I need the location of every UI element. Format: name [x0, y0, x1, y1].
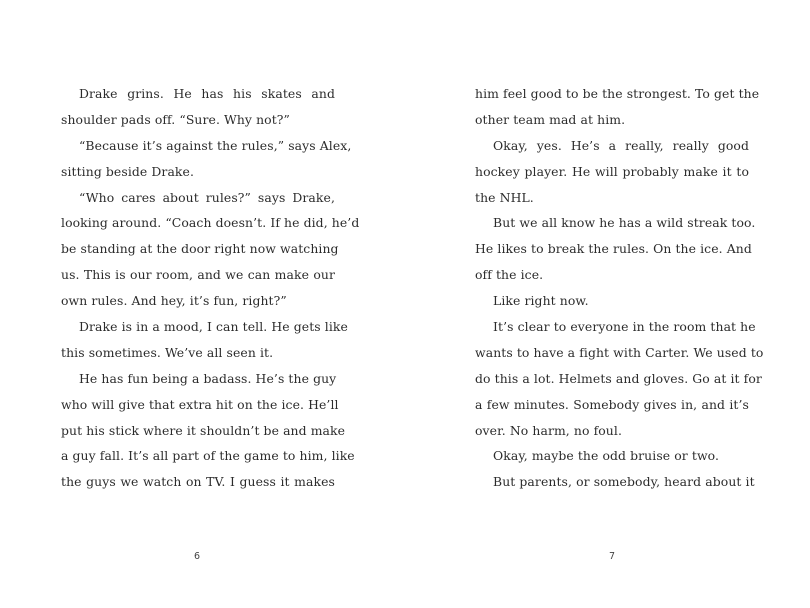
text-line: He likes to break the rules. On the ice. And — [475, 241, 752, 257]
text-line: a few minutes. Somebody gives in, and it’s — [475, 396, 749, 412]
text-line: a guy fall. It’s all part of the game to him, like — [61, 448, 355, 464]
text-line: the guys we watch on TV. I guess it makes — [61, 474, 335, 490]
text-line: It’s clear to everyone in the room that he — [493, 319, 756, 335]
text-line: put his stick where it shouldn’t be and make — [61, 422, 346, 438]
text-line: this sometimes. We’ve all seen it. — [61, 344, 274, 360]
text-line: off the ice. — [475, 267, 544, 283]
text-line: “Because it’s against the rules,” says Alex, — [79, 137, 352, 153]
text-line: sitting beside Drake. — [61, 163, 195, 179]
text-line: Like right now. — [493, 293, 589, 309]
text-line: who will give that extra hit on the ice. He’ll — [61, 396, 339, 412]
right-page-text — [475, 81, 764, 495]
right-page-number: 7 — [609, 551, 616, 562]
text-line: “Who cares about rules?” says Drake, — [79, 189, 335, 205]
text-line: other team mad at him. — [475, 111, 626, 127]
text-line: shoulder pads off. “Sure. Why not?” — [61, 111, 290, 127]
text-line: But we all know he has a wild streak too. — [493, 215, 756, 231]
text-line: Drake is in a mood, I can tell. He gets like — [79, 319, 348, 335]
text-line: He has fun being a badass. He’s the guy — [79, 370, 337, 386]
text-line: own rules. And hey, it’s fun, right?” — [61, 293, 287, 309]
text-line: do this a lot. Helmets and gloves. Go at it for — [475, 370, 762, 386]
text-line: looking around. “Coach doesn’t. If he did, he’d — [61, 215, 360, 231]
right-page — [405, 0, 810, 608]
left-page-number: 6 — [194, 551, 201, 562]
text-line: But parents, or somebody, heard about it — [493, 474, 755, 490]
left-page-text — [61, 81, 360, 495]
text-line: wants to have a fight with Carter. We used to — [475, 344, 764, 360]
text-line: Drake grins. He has his skates and — [79, 86, 335, 101]
text-line: the NHL. — [475, 189, 534, 205]
text-line: hockey player. He will probably make it to — [475, 163, 749, 179]
text-line: us. This is our room, and we can make our — [61, 267, 335, 283]
text-line: be standing at the door right now watching — [61, 241, 339, 257]
text-line: over. No harm, no foul. — [475, 422, 622, 438]
text-line: Okay, maybe the odd bruise or two. — [493, 448, 720, 464]
text-line: him feel good to be the strongest. To get the — [475, 86, 760, 101]
text-line: Okay, yes. He’s a really, really good — [493, 137, 749, 153]
